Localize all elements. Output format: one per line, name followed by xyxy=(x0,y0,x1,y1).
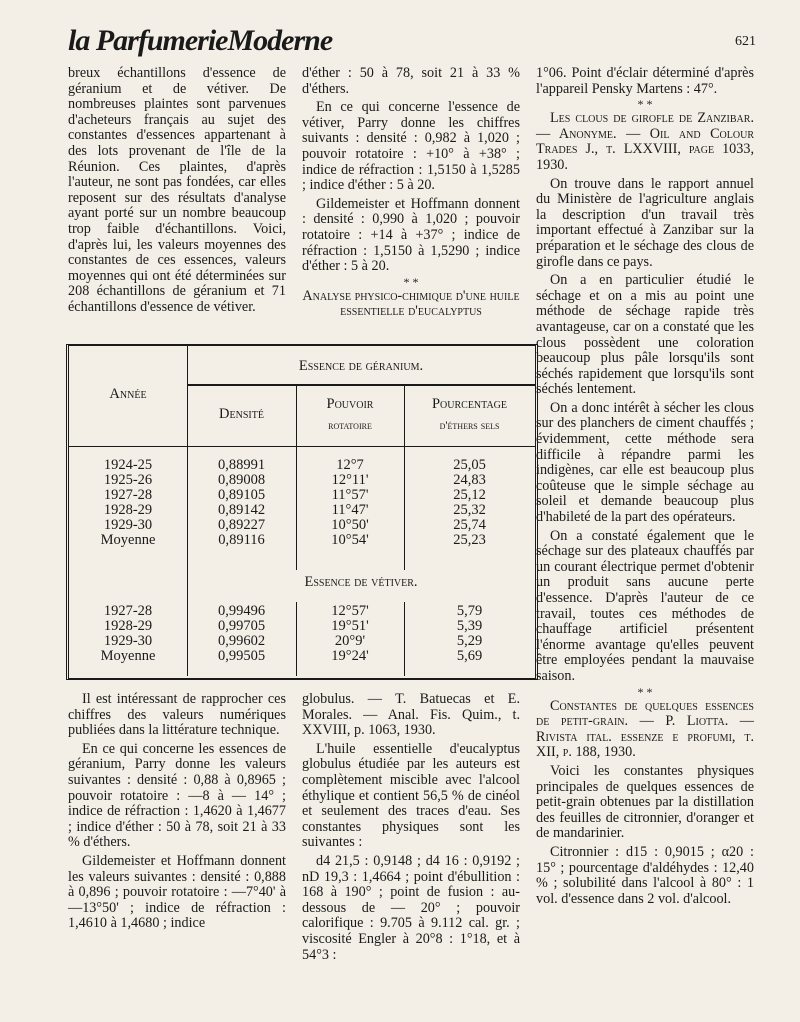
paragraph: En ce qui concerne les essences de géranium, Parry donne les valeurs suivantes : densité : 0,88 à 0,8965 ; pouvoir rotatoire : —8 à — 14° ; indice de réfraction : 1,4620 à 1,4677 ; indice d'éther : 50 à 78, soit 21 à 33 % d'éthers. xyxy=(68,740,286,851)
table-cell: 19°24' xyxy=(331,648,369,664)
table-cell: 1929-30 xyxy=(103,633,153,649)
table-rule xyxy=(69,446,535,447)
header-pouvoir: Pouvoir xyxy=(326,396,374,412)
table-cell: 19°51' xyxy=(331,618,369,634)
table-cell: 1928-29 xyxy=(103,618,153,634)
table-cell: 0,99505 xyxy=(217,648,266,664)
paragraph: Il est intéressant de rapprocher ces chiffres des valeurs numériques publiées dans la littérature technique. xyxy=(68,691,286,739)
table-cell: 25,32 xyxy=(453,502,486,518)
table-cell: 0,88991 xyxy=(217,457,266,473)
table-cell: 0,89142 xyxy=(217,502,266,518)
article-title: globulus. — T. Batuecas et E. Morales. — Anal. Fis. Quim., t. XXVIII, p. 1063, 1930. xyxy=(302,691,520,739)
table-cell: 0,89227 xyxy=(217,517,266,533)
section-stars: * * xyxy=(403,274,419,289)
table-cell: 0,89116 xyxy=(218,532,265,548)
table-cell: 1924-25 xyxy=(103,457,153,473)
paragraph: En ce qui concerne l'essence de vétiver, Parry donne les chiffres suivants : densité : 0,982 à 1,020 ; pouvoir rotatoire : +10° à +38° ; indice de réfraction : 1,5150 à 1,5285 ; indice d'éther : 5 à 20. xyxy=(302,99,520,194)
table-cell: 24,83 xyxy=(453,472,486,488)
table-cell: 11°47' xyxy=(331,502,369,518)
paragraph: breux échantillons d'essence de géranium et de vétiver. De nombreuses plaintes sont parvenues d'acheteurs français au sujet des constantes d'essences appartenant à des lots provenant de l'île de la Réunion. Ces plaintes, d'après l'auteur, ne sont pas fondées, car elles reposent sur des résultats d'analyse ayant porté sur un nombre beaucoup trop faible d'échantillons. Voici, d'après lui, les valeurs moyennes des constantes de ces essences, valeurs moyennes qui ont été déterminées sur 208 échantillons de géranium et 71 échantillons d'essence de vétiver. xyxy=(68,65,286,315)
table-cell: 1928-29 xyxy=(103,502,153,518)
table-cell: 25,74 xyxy=(453,517,486,533)
table-cell: 5,29 xyxy=(456,633,483,649)
table-cell: 5,79 xyxy=(456,603,483,619)
table-cell: 0,99602 xyxy=(217,633,266,649)
table-cell: 20°9' xyxy=(334,633,366,649)
paragraph: On a en particulier étudié le séchage et on a mis au point une méthode de séchage rapide très avantageuse, car on a constaté que les clous possèdent une coloration beaucoup plus pâle lorsqu'ils sont séchés rapidement que lorsqu'ils sont séchés lentement. xyxy=(536,272,754,398)
section-stars: * * xyxy=(637,97,653,112)
table-cell: 25,12 xyxy=(453,487,486,503)
article-title: Constantes de quelques essences de petit-grain. — P. Liotta. — Rivista ital. essenze e profumi, t. XII, p. 188, 1930. xyxy=(536,697,754,761)
table-cell: 12°57' xyxy=(331,603,369,619)
paragraph: d4 21,5 : 0,9148 ; d4 16 : 0,9192 ; nD 19,3 : 1,4664 ; point d'ébullition : 168 à 190° ; point de fusion : au-dessous de — 20° ; pouvoir calorifique : 9.705 à 9.112 cal. gr. ; viscosité Engler à 20°8 : 1°18, et à 54°3 : xyxy=(302,852,520,963)
paragraph: 1°06. Point d'éclair déterminé d'après l'appareil Pensky Martens : 47°. xyxy=(536,65,754,97)
table-cell: 10°50' xyxy=(331,517,369,533)
table-cell: 0,89008 xyxy=(217,472,266,488)
table-cell: 1927-28 xyxy=(103,603,153,619)
paragraph: Citronnier : d15 : 0,9015 ; α20 : 15° ; pourcentage d'aldéhydes : 12,40 % ; solubilité dans l'alcool à 80° : 1 vol. d'essence dans 2 vol. d'alcool. xyxy=(536,843,754,907)
paragraph: d'éther : 50 à 78, soit 21 à 33 % d'éthers. xyxy=(302,65,520,97)
table-cell: 0,99705 xyxy=(217,618,266,634)
table-cell: Moyenne xyxy=(100,532,156,548)
table-cell: 1927-28 xyxy=(103,487,153,503)
column-2-top xyxy=(302,66,520,323)
table-cell: 5,69 xyxy=(456,648,483,664)
table-cell: 11°57' xyxy=(331,487,369,503)
column-3 xyxy=(536,66,754,910)
table-cell: 1925-26 xyxy=(103,472,153,488)
table-cell: 25,23 xyxy=(453,532,486,548)
paragraph: L'huile essentielle d'eucalyptus globulus étudiée par les auteurs est complètement miscible avec l'alcool éthylique et contient 56,5 % de cinéol et seulement des traces d'eau. Ses constantes physiques sont les suivantes : xyxy=(302,740,520,851)
header-rotatoire: rotatoire xyxy=(328,418,372,432)
masthead: la ParfumerieModerne xyxy=(68,24,333,57)
table-cell: 12°11' xyxy=(331,472,369,488)
article-title: Les clous de girofle de Zanzibar. — Anonyme. — Oil and Colour Trades J., t. LXXVIII, page 1033, 1930. xyxy=(536,110,754,173)
header-annee: Année xyxy=(109,386,147,402)
table-cell: 0,99496 xyxy=(217,603,266,619)
paragraph: On trouve dans le rapport annuel du Ministère de l'agriculture anglais la description d'un travail très important effectué à Zanzibar sur la préparation et le séchage des clous de girofle dans ce pays. xyxy=(536,175,754,270)
table-cell: Moyenne xyxy=(100,648,156,664)
table-cell: 12°7 xyxy=(336,457,364,473)
column-1-bottom xyxy=(68,692,286,935)
constants-table xyxy=(66,344,538,680)
paragraph: Voici les constantes physiques principales de quelques essences de petit-grain obtenues par la distillation des feuilles de citronnier, d'oranger et de mandarinier. xyxy=(536,762,754,842)
paragraph: Gildemeister et Hoffmann donnent : densité : 0,990 à 1,020 ; pouvoir rotatoire : +14 à +37° ; indice de réfraction : 1,5150 à 1,5290 ; indice d'éther : 5 à 20. xyxy=(302,195,520,275)
page-number: 621 xyxy=(735,34,756,49)
paragraph: On a donc intérêt à sécher les clous sur des planchers de ciment chauffés ; évidemment, cette méthode sera difficile à répandre parmi les indigènes, car elle est beaucoup plus coûteuse que le simple séchage au soleil et demande beaucoup plus d'habileté de la part des opérateurs. xyxy=(536,399,754,526)
header-vetiver: Essence de vétiver. xyxy=(304,574,418,590)
column-2-bottom xyxy=(302,692,520,966)
article-title: Analyse physico-chimique d'une huile essentielle d'eucalyptus xyxy=(302,287,520,320)
table-cell: 0,89105 xyxy=(217,487,266,503)
table-cell: 5,39 xyxy=(456,618,483,634)
table-cell: 1929-30 xyxy=(103,517,153,533)
table-cell: 10°54' xyxy=(331,532,369,548)
paragraph: On a constaté également que le séchage sur des plateaux chauffés par un courant électrique permet d'obtenir un produit sans aucune perte d'essence. D'après l'auteur de ce travail, toutes ces méthodes de chauffage artificiel présentent l'énorme avantage qu'elles peuvent être employées pendant la mauvaise saison. xyxy=(536,527,754,684)
paragraph: Gildemeister et Hoffmann donnent les valeurs suivantes : densité : 0,888 à 0,896 ; pouvoir rotatoire : —7°40' à —13°50' ; indice de réfraction : 1,4610 à 1,4680 ; indice xyxy=(68,852,286,932)
section-stars: * * xyxy=(637,684,653,699)
table-cell: 25,05 xyxy=(453,457,486,473)
header-ethers: d'éthers sels xyxy=(439,418,500,432)
header-densite: Densité xyxy=(219,406,264,422)
column-1-top xyxy=(68,66,286,319)
header-geranium: Essence de géranium. xyxy=(298,358,424,374)
table-rule xyxy=(187,384,535,386)
header-pourcentage: Pourcentage xyxy=(431,396,508,412)
